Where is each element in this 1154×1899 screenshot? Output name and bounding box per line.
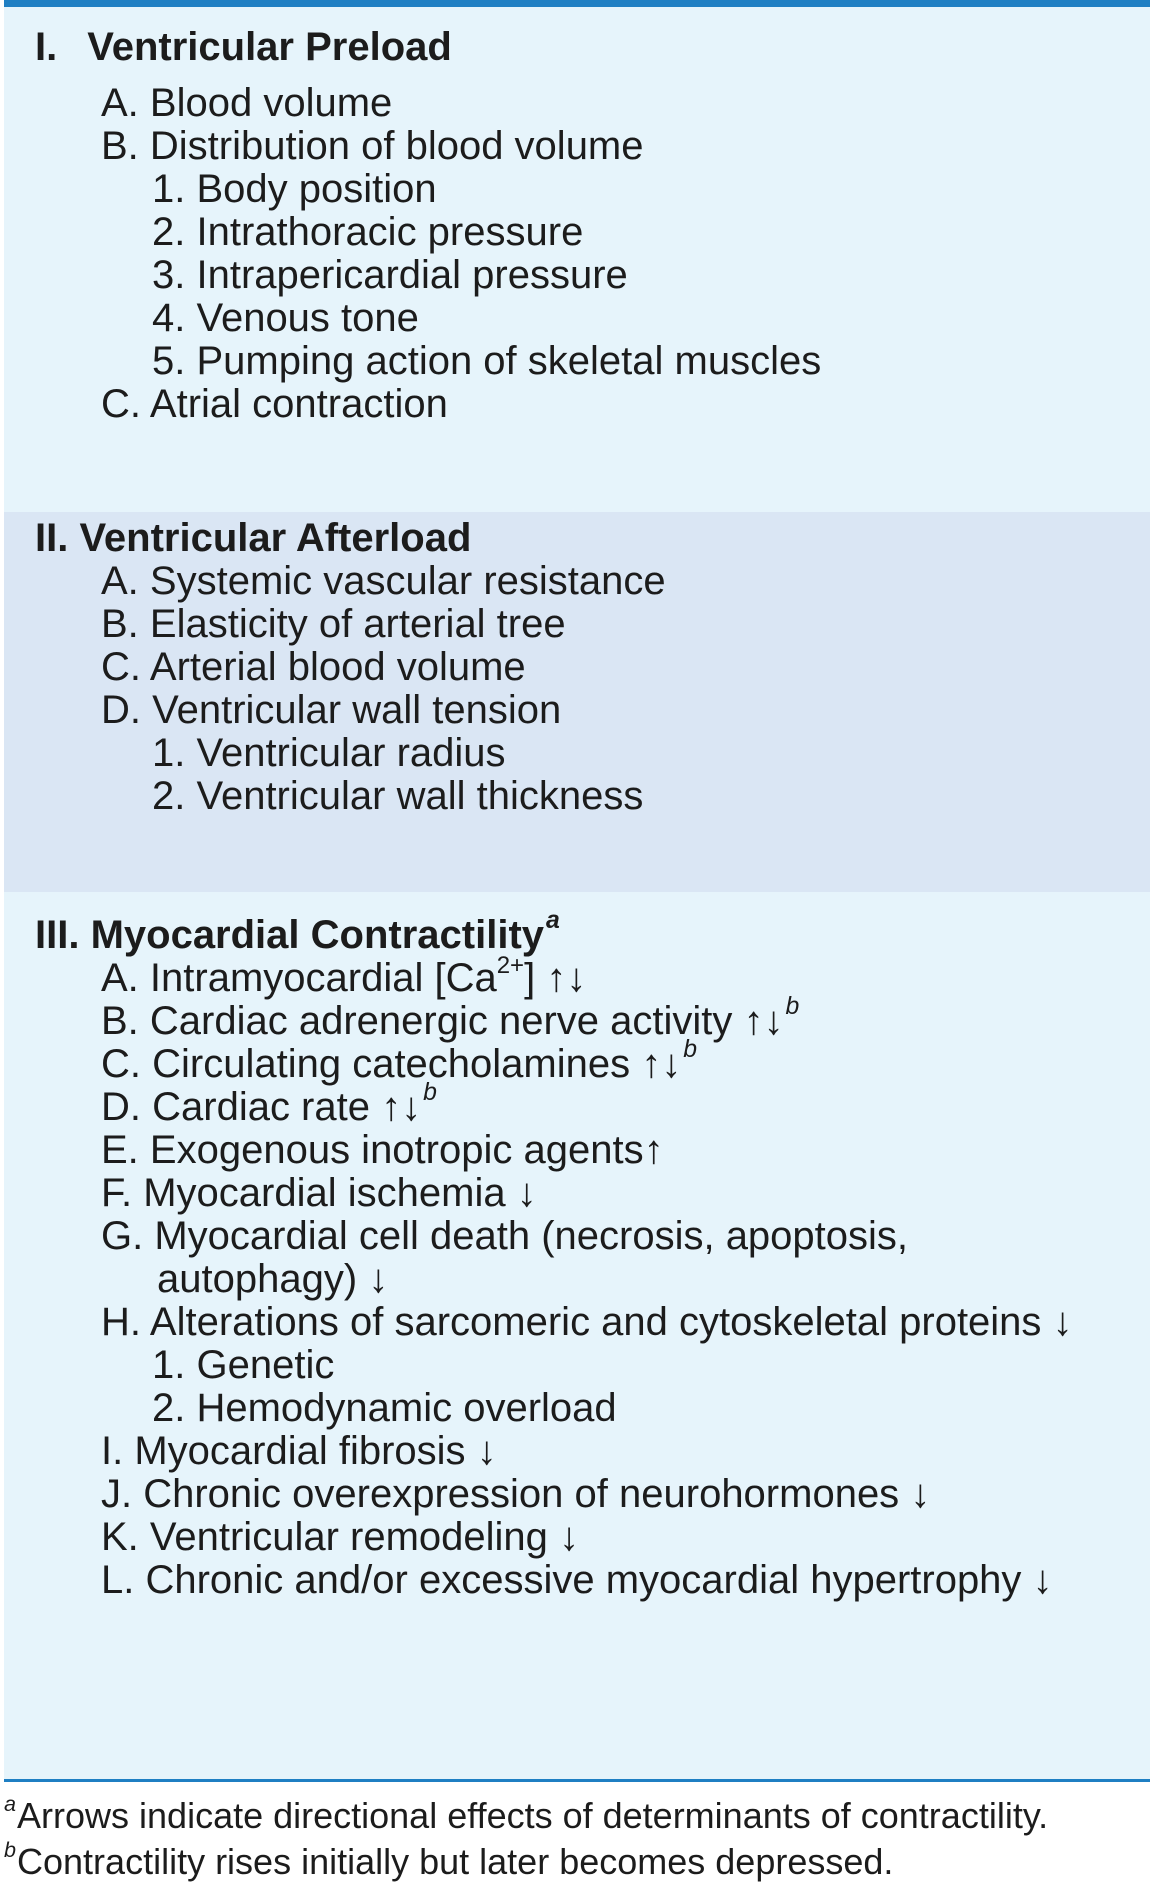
- list-item: 2. Intrathoracic pressure: [152, 210, 584, 254]
- bottom-rule: [4, 1779, 1150, 1782]
- list-item: D. Ventricular wall tension: [101, 688, 562, 732]
- heading-number: I.: [35, 25, 58, 69]
- section-heading: [35, 21, 452, 73]
- list-item: 5. Pumping action of skeletal muscles: [152, 339, 822, 383]
- list-item: K. Ventricular remodeling ↓: [101, 1515, 580, 1559]
- list-item: B. Elasticity of arterial tree: [101, 602, 566, 646]
- footnote-text: Contractility rises initially but later becomes depressed.: [17, 1841, 894, 1882]
- footnote-marker: b: [423, 1079, 437, 1107]
- footnote: [4, 1790, 1049, 1838]
- list-item: G. Myocardial cell death (necrosis, apoptosis,: [101, 1214, 909, 1258]
- heading-text: Ventricular Preload: [87, 25, 452, 69]
- list-item: 2. Ventricular wall thickness: [152, 774, 644, 818]
- footnote: [4, 1836, 894, 1884]
- footnote-marker: b: [785, 993, 800, 1021]
- item-text: A. Intramyocardial [Ca: [101, 956, 497, 1000]
- list-item: H. Alterations of sarcomeric and cytoskeletal proteins ↓: [101, 1300, 1073, 1344]
- heading-text: III. Myocardial Contractility: [35, 913, 545, 957]
- footnote-marker: a: [4, 1790, 17, 1816]
- item-text: D. Cardiac rate ↑↓: [101, 1085, 422, 1129]
- section-heading: II. Ventricular Afterload: [35, 516, 472, 560]
- footnote-marker: b: [4, 1836, 17, 1862]
- superscript: 2+: [496, 952, 525, 979]
- list-item: A. Systemic vascular resistance: [101, 559, 666, 603]
- list-item: 1. Body position: [152, 167, 437, 211]
- item-text: B. Cardiac adrenergic nerve activity ↑↓: [101, 999, 784, 1043]
- section-ventricular-preload: [4, 7, 1150, 512]
- list-item: F. Myocardial ischemia ↓: [101, 1171, 537, 1215]
- footnote-marker: a: [546, 907, 560, 935]
- list-item: L. Chronic and/or excessive myocardial hypertrophy ↓: [101, 1558, 1053, 1602]
- list-item: A. Blood volume: [101, 81, 393, 125]
- list-item: 4. Venous tone: [152, 296, 419, 340]
- list-item: 2. Hemodynamic overload: [152, 1386, 617, 1430]
- list-item: E. Exogenous inotropic agents↑: [101, 1128, 664, 1172]
- item-text: C. Circulating catecholamines ↑↓: [101, 1042, 682, 1086]
- list-item: B. Distribution of blood volume: [101, 124, 644, 168]
- list-item: 3. Intrapericardial pressure: [152, 253, 628, 297]
- list-item: C. Atrial contraction: [101, 382, 448, 426]
- list-item-continuation: autophagy) ↓: [157, 1257, 389, 1301]
- list-item: I. Myocardial fibrosis ↓: [101, 1429, 497, 1473]
- list-item: 1. Ventricular radius: [152, 731, 506, 775]
- list-item: J. Chronic overexpression of neurohormones ↓: [101, 1472, 931, 1516]
- item-text: ] ↑↓: [524, 956, 587, 1000]
- footnote-text: Arrows indicate directional effects of determinants of contractility.: [17, 1795, 1049, 1836]
- list-item: 1. Genetic: [152, 1343, 335, 1387]
- footnote-marker: b: [683, 1036, 698, 1064]
- section-myocardial-contractility: [4, 892, 1150, 1779]
- top-rule: [4, 0, 1150, 7]
- list-item: C. Arterial blood volume: [101, 645, 526, 689]
- section-ventricular-afterload: [4, 512, 1150, 892]
